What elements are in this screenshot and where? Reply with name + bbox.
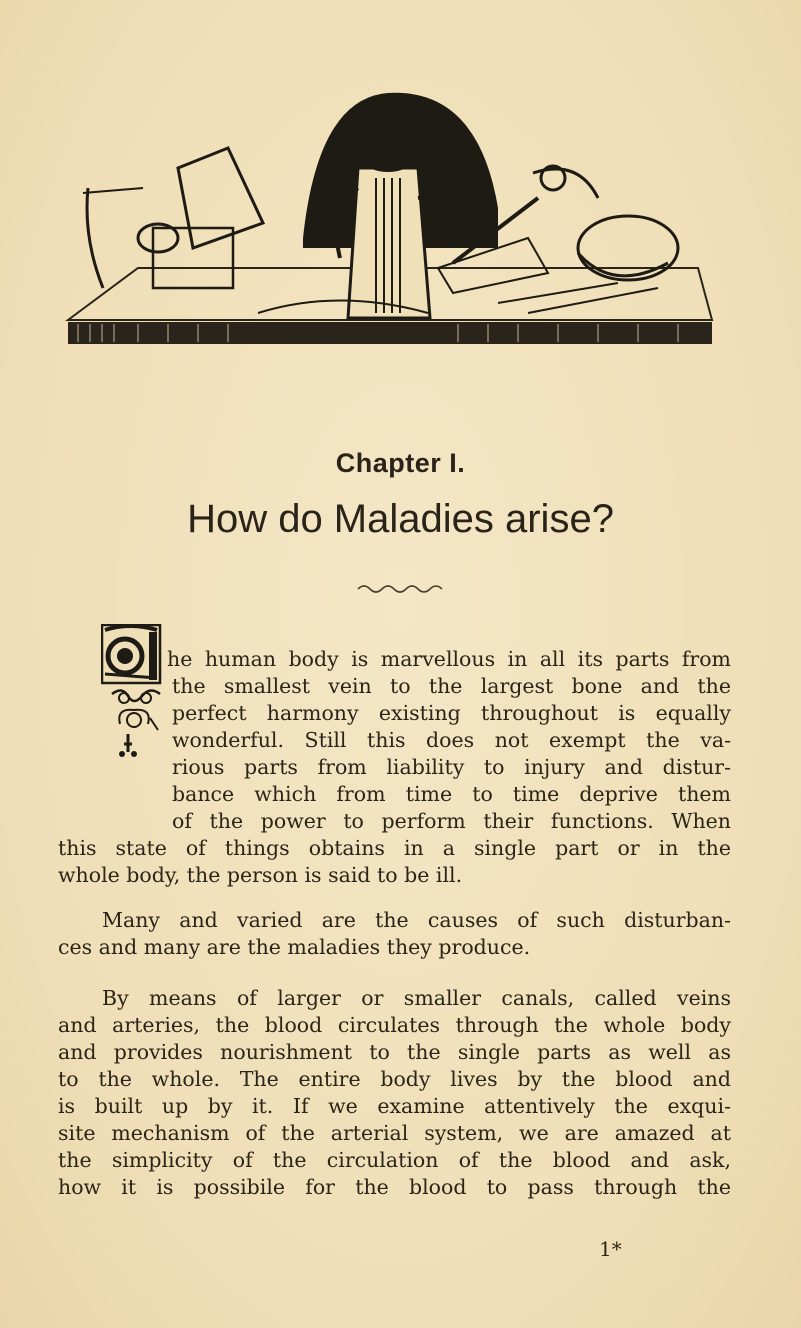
body-line: wonderful. Still this does not exempt the va- bbox=[172, 728, 731, 752]
body-line: perfect harmony existing throughout is equally bbox=[172, 701, 731, 725]
body-line: site mechanism of the arterial system, we are amazed at bbox=[58, 1121, 731, 1145]
chapter-label: Chapter I. bbox=[335, 448, 466, 478]
body-line: bance which from time to time deprive them bbox=[172, 782, 731, 806]
body-line: how it is possibile for the blood to pass through the bbox=[58, 1175, 731, 1199]
decorated-initial bbox=[101, 624, 163, 686]
initial-ornament bbox=[106, 688, 164, 770]
body-line: the smallest vein to the largest bone and the bbox=[172, 674, 731, 698]
page-number: 1* bbox=[599, 1237, 622, 1261]
headpiece-illustration bbox=[58, 88, 720, 350]
body-line: and arteries, the blood circulates through the whole body bbox=[58, 1013, 731, 1037]
body-line: of the power to perform their functions. When bbox=[172, 809, 731, 833]
wavy-divider bbox=[356, 582, 448, 596]
body-line: and provides nourishment to the single parts as well as bbox=[58, 1040, 731, 1064]
body-line: he human body is marvellous in all its parts from bbox=[167, 647, 731, 671]
body-line: Many and varied are the causes of such disturban- bbox=[102, 908, 731, 932]
body-line: ces and many are the maladies they produce. bbox=[58, 935, 531, 959]
body-line: is built up by it. If we examine attentively the exqui- bbox=[58, 1094, 731, 1118]
body-line: the simplicity of the circulation of the blood and ask, bbox=[58, 1148, 731, 1172]
body-line: rious parts from liability to injury and distur- bbox=[172, 755, 731, 779]
body-line: By means of larger or smaller canals, called veins bbox=[102, 986, 731, 1010]
body-line: whole body, the person is said to be ill. bbox=[58, 863, 463, 887]
body-line: this state of things obtains in a single part or in the bbox=[58, 836, 731, 860]
body-line: to the whole. The entire body lives by the blood and bbox=[58, 1067, 731, 1091]
chapter-title: How do Maladies arise? bbox=[187, 497, 614, 541]
